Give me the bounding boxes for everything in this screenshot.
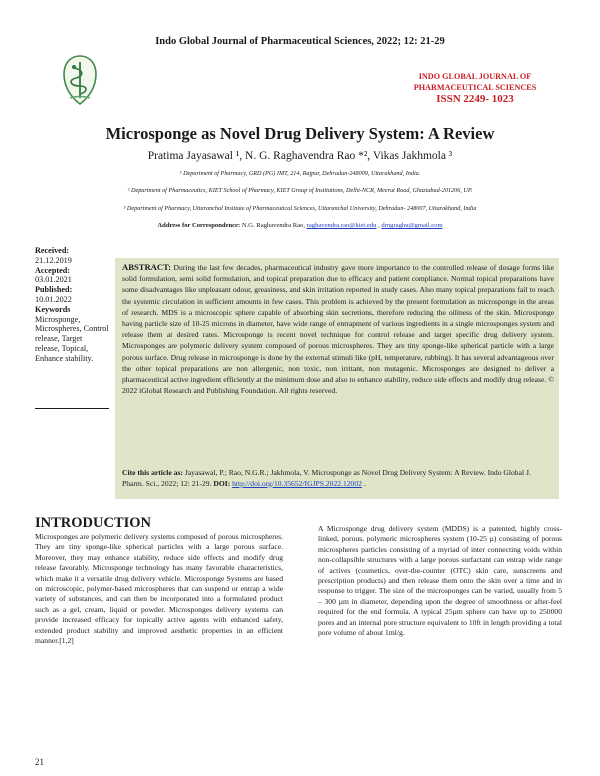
accepted-date: 03.01.2021	[35, 275, 72, 285]
affiliation-2: ² Department of Pharmaceutics, KIET School of Pharmacy, KIET Group of Institutions, Delhi-NCR, Meerut Road, Ghaziabad-201206, UP.	[127, 187, 473, 194]
correspondence-label: Address for Correspondence:	[157, 222, 241, 229]
article-dates-sidebar	[35, 246, 109, 364]
citation-label: Cite this article as:	[122, 468, 183, 477]
introduction-heading: INTRODUCTION	[35, 515, 152, 531]
journal-name-line-1: INDO GLOBAL JOURNAL OF	[418, 72, 532, 81]
accepted-label: Accepted:	[35, 265, 71, 275]
doi-link[interactable]: http://doi.org/10.35652/IGJPS.2022.12002	[232, 478, 362, 488]
correspondence-email-link-2[interactable]: drngraghu@gmail.com	[381, 222, 443, 229]
published-date: 10.01.2022	[35, 294, 72, 304]
abstract-label: ABSTRACT:	[122, 262, 172, 272]
received-date: 21.12.2019	[35, 255, 72, 265]
citation-text: Jayasawal, P.; Rao, N.G.R.; Jakhmola, V. Microsponge as Novel Drug Delivery System: A Review. Indo Global J. Pharm. Sci., 2022; 12: 21-29.	[122, 468, 531, 488]
sidebar-divider	[35, 408, 109, 409]
article-title: Microsponge as Novel Drug Delivery System: A Review	[105, 124, 495, 143]
journal-name-block	[400, 71, 550, 105]
introduction-right-column: A Microsponge drug delivery system (MDDS) is a patented, highly cross-linked, porous, polymeric microspheres system (10-25 µ) consisting of porous microspheres particles consisting of a myriad of inter connecting voids within non-collapsible structures with a large porous surfactant can entrap wide range of actives (cosmetics, over-the-counter (OTC) skin care, sunscreens and prescription products) and then release them onto the skin over a time and in response to trigger. The size of the microsponges can be varied, usually from 5 – 300 µm in diameter, depending upon the degree of smoothness or after-feel required for the end formula. A typical 25µm sphere can have up to 250000 pores and an internal pore structure equivalent to 10ft in length providing a total pore volume of about 1ml/g.	[318, 524, 562, 638]
affiliation-1: ¹ Department of Pharmacy, GRD (PG) IMT, 214, Rajpur, Dehradun-248009, Uttarakhand, India.	[179, 170, 421, 177]
abstract-body: During the last few decades, pharmaceutical industry gave more importance to the controlled release of dosage forms like solid formulation, semi solid formulation, and topical preparation due to efficacy and patient compliance. Normal topical preparations have some disadvantages like unpleasant odour, greasiness, and skin irritation reported in study cases. Also many topical preparations fail to reach the systemic circulation in sufficient amounts in few cases. This problem is achieved by the present formulation as microsponge in the areas of research. MDS is a microscopic sphere capable of absorbing skin secretions, therefore reducing the oiliness of the skin. Microsponge having particle size of 10-25 microns in diameter, have wide range of entrapment of various ingredients in a single microsponges system and release them at desired rates. Microsponge is recent novel technique for control release and target specific drug delivery system. Microsponges are polymeric delivery system composed of porous microspheres. They are tiny sponge-like spherical particle with a large porous surface. Drug release in microsponge is done by the external stimuli like (pH, temperature, rubbing). It has several advantageous over the other topical preparations are non allergenic, non toxic, non irritant, non mutagenic. Microsponges are designed to deliver a pharmaceutical active ingredient efficiently at the minimum dose and also to enhance stability, reduce side effects and modify drug release. © 2022 iGlobal Research and Publishing Foundation. All rights reserved.	[122, 263, 554, 396]
keywords-label: Keywords	[35, 304, 71, 314]
correspondence-line	[0, 222, 600, 229]
correspondence-separator: ,	[376, 222, 382, 229]
journal-issn: ISSN 2249- 1023	[436, 93, 514, 105]
correspondence-email-link-1[interactable]: raghavendra.rao@kiet.edu	[306, 222, 377, 229]
abstract-text-block	[122, 262, 554, 396]
article-authors: Pratima Jayasawal ¹, N. G. Raghavendra Rao *², Vikas Jakhmola ³	[147, 150, 453, 162]
citation-block	[122, 468, 554, 489]
journal-logo-icon	[60, 52, 100, 106]
affiliation-3: ³ Department of Pharmacy, Uttaranchal Institute of Pharmaceutical Sciences, Uttaranchal University, Dehradun- 248007, Uttarakhand, India	[123, 205, 477, 212]
introduction-left-column: Microsponges are polymeric delivery systems composed of porous microspheres. They are tiny sponge-like spherical particles with a large porous surface. Moreover, they may enhance stability, reduce side effects and modify drug release favorably. Microsponge technology has many favorable characteristics, which make it a versatile drug delivery vehicle. Microsponge Systems are based on microscopic, polymer-based microspheres that can suspend or entrap a wide variety of substances, and can then be incorporated into a formulated product such as a gel, cream, liquid or powder. Microsponges delivery systems can provide increased efficacy for topically active agents with enhanced safety, extended product stability and improved aesthetic properties in an efficient manner.[1,2]	[35, 532, 283, 646]
journal-running-header: Indo Global Journal of Pharmaceutical Sciences, 2022; 12: 21-29	[155, 36, 445, 47]
keywords-list: Microsponge, Microspheres, Control release, Target release, Topical, Enhance stability.	[35, 314, 109, 363]
doi-label: DOI:	[213, 478, 231, 488]
published-label: Published:	[35, 285, 73, 295]
received-label: Received:	[35, 246, 70, 255]
journal-name-line-2: PHARMACEUTICAL SCIENCES	[413, 83, 537, 92]
correspondence-name: N.G. Raghavendra Rao,	[240, 222, 307, 229]
page-number: 21	[35, 757, 44, 767]
citation-end: .	[361, 478, 366, 488]
